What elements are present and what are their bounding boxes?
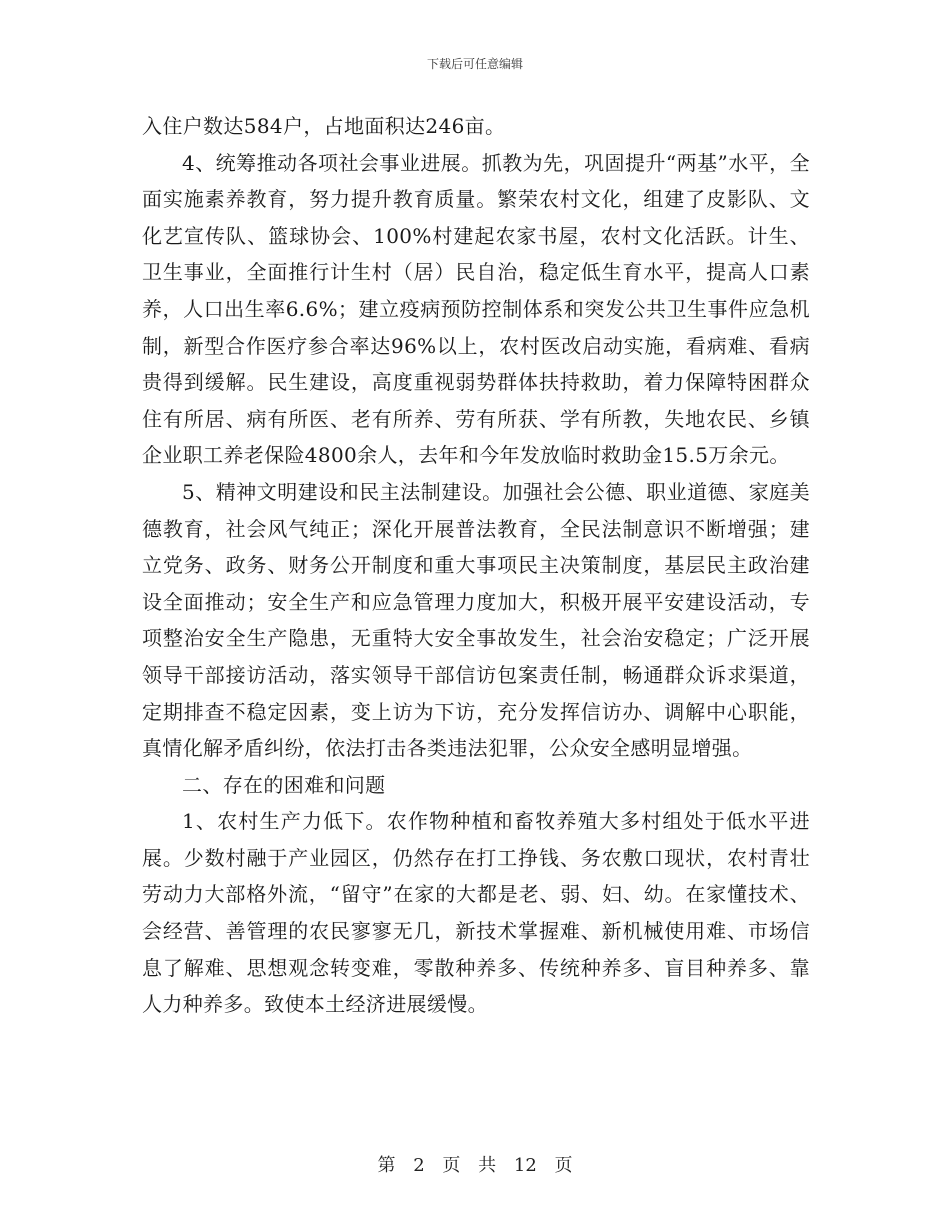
- paragraph-continuation: 入住户数达584户，占地面积达246亩。: [142, 114, 506, 138]
- paragraph-civilization-legal: 5、精神文明建设和民主法制建设。加强社会公德、职业道德、家庭美德教育，社会风气纯正；深化开展普法教育，全民法制意识不断增强；建立党务、政务、财务公开制度和重大事项民主决策制度，基层民主政治建设全面推动；安全生产和应急管理力度加大，积极开展平安建设活动，专项整治安全生产隐患，无重特大安全事故发生，社会治安稳定；广泛开展领导干部接访活动，落实领导干部信访包案责任制，畅通群众诉求渠道，定期排查不稳定因素，变上访为下访，充分发挥信访办、调解中心职能，真情化解矛盾纠纷，依法打击各类违法犯罪，公众安全感明显增强。: [142, 479, 810, 761]
- paragraph-rural-productivity: 1、农村生产力低下。农作物种植和畜牧养殖大多村组处于低水平进展。少数村融于产业园区，仍然存在打工挣钱、务农敷口现状，农村青壮劳动力大部格外流，“留守”在家的大都是老、弱、妇、幼。在家懂技术、会经营、善管理的农民寥寥无几，新技术掌握难、新机械使用难、市场信息了解难、思想观念转变难，零散种养多、传统种养多、盲目种养多、靠人力种养多。致使本土经济进展缓慢。: [142, 809, 810, 1017]
- section-heading-problems: 二、存在的困难和问题: [182, 772, 386, 797]
- paragraph-social-affairs: 4、统筹推动各项社会事业进展。抓教为先，巩固提升“两基”水平，全面实施素养教育，努力提升教育质量。繁荣农村文化，组建了皮影队、文化艺宣传队、篮球协会、100%村建起农家书屋，农村文化活跃。计生、卫生事业，全面推行计生村（居）民自治，稳定低生育水平，提高人口素养，人口出生率6.6%；建立疫病预防控制体系和突发公共卫生事件应急机制，新型合作医疗参合率达96%以上，农村医改启动实施，看病难、看病贵得到缓解。民生建设，高度重视弱势群体扶持救助，着力保障特困群众住有所居、病有所医、老有所养、劳有所获、学有所教，失地农民、乡镇企业职工养老保险4800余人，去年和今年发放临时救助金15.5万余元。: [142, 150, 810, 468]
- page-label-suffix: 页: [554, 1155, 573, 1176]
- page-label-mid: 页: [442, 1155, 461, 1176]
- page-number-footer: [0, 1151, 950, 1177]
- page-header-note: 下载后可任意编辑: [426, 57, 523, 71]
- page-label-prefix: 第: [377, 1155, 396, 1176]
- current-page-number: 2: [413, 1155, 425, 1176]
- total-pages-number: 12: [513, 1155, 537, 1176]
- document-body: [142, 108, 810, 1023]
- total-label: 共: [478, 1155, 497, 1176]
